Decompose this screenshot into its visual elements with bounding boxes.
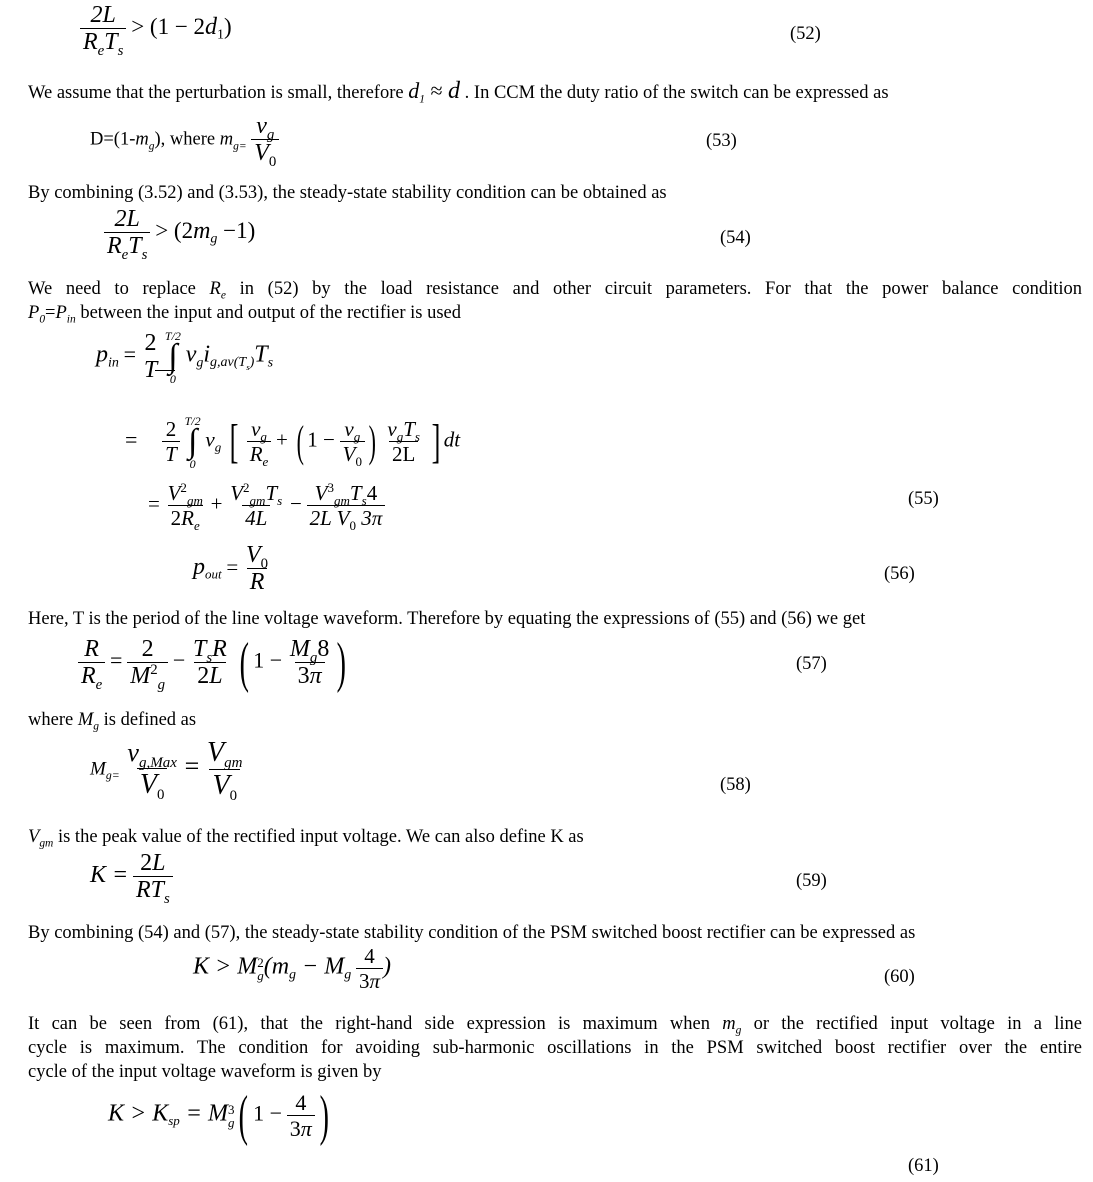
fraction-bar — [155, 370, 175, 371]
paragraph: cycle of the input voltage waveform is given by — [28, 1062, 382, 1082]
equation-number: (58) — [720, 775, 751, 795]
equation-number: (59) — [796, 871, 827, 891]
fraction: $\frac{v_g}{V_0}$ — [251, 113, 279, 168]
paragraph: By combining (54) and (57), the steady-state stability condition of the PSM switched boost rectifier can be expressed as — [28, 923, 916, 943]
fraction: $\frac{4}{3\pi}$ — [356, 945, 383, 993]
equation-number: (52) — [790, 24, 821, 44]
integral-sign: T/2 ∫ 0 — [164, 329, 181, 386]
equation-53: $D=(1-m_g)$, where $m_{g=}$ $\frac{v_g}{V_0}$ — [90, 113, 279, 168]
fraction: $\frac{2L}{R_eT_s}$ — [80, 2, 126, 57]
equation-56: $p_{out}$ = $\frac{V_0}{R}$ — [193, 542, 271, 597]
fraction: $\frac{v_{g,Max}}{V_0}$ — [127, 738, 177, 803]
fraction: $\frac{R}{R_e}$ — [78, 636, 105, 691]
fraction: $\frac{V^2_{gm}}{2R_e}$ — [167, 480, 203, 534]
paren: ) — [368, 417, 376, 467]
fraction: 2 T — [143, 330, 158, 383]
equation-55-line-2: = $\frac{2}{T}$ T/2 ∫ 0 $v_g$ [ $\frac{v_g}{R_e}$ + ( 1 − $\frac{v_g}{V_0}$ ) $\frac{v_gT_s}{2L}$ ] dt — [125, 414, 461, 471]
bracket: ] — [431, 415, 441, 469]
fraction: $\frac{V^2_{gm}T_s}{4L}$ — [230, 480, 283, 531]
paragraph: $V_{gm}$ is the peak value of the rectified input voltage. We can also define K as — [28, 827, 584, 850]
paragraph: It can be seen from (61), that the right-hand side expression is maximum when $m_g$ or the rectified input voltage in a line — [28, 1014, 1082, 1037]
equation-54: $\frac{2L}{R_eT_s}$ > $(2m_g -1)$ — [104, 206, 255, 261]
paren: ( — [296, 417, 304, 467]
paragraph: By combining (3.52) and (3.53), the steady-state stability condition can be obtained as — [28, 183, 667, 203]
paragraph: cycle is maximum. The condition for avoiding sub-harmonic oscillations in the PSM switched boost rectifier over the entire — [28, 1038, 1082, 1058]
equation-58: $M_{g=}$ $\frac{v_{g,Max}}{V_0}$ = $\frac{V_{gm}}{V_0}$ — [90, 738, 245, 802]
bracket: [ — [229, 415, 239, 469]
equation-number: (55) — [908, 489, 939, 509]
fraction: $\frac{v_g}{V_0}$ — [340, 418, 365, 466]
paragraph: Here, T is the period of the line voltage waveform. Therefore by equating the expressions of (55) and (56) we get — [28, 609, 866, 629]
equation-57: $\frac{R}{R_e}$ = $\frac{2}{M^2_g}$ − $\frac{T_sR}{2L}$ ( 1 − $\frac{M_g8}{3\pi}$ ) — [78, 635, 351, 691]
equation-60: K > M 2 g ($m_g - M_g$ $\frac{4}{3\pi}$ ) — [193, 944, 391, 994]
equation-52: $\frac{2L}{R_eT_s}$ > $(1 - 2d_1)$ — [80, 2, 232, 57]
paren: ) — [319, 1085, 329, 1147]
equation-59: K = $\frac{2L}{RT_s}$ — [90, 850, 173, 905]
equation-55-line-1: $p_{in}$ = 2 T T/2 ∫ 0 $v_gi_{g,av(T_s)}T_s$ — [96, 329, 274, 386]
equation-number: (54) — [720, 228, 751, 248]
paragraph: We assume that the perturbation is small, therefore $d_1 \approx d$ . In CCM the duty ratio of the switch can be expressed as — [28, 78, 889, 106]
fraction: $\frac{2L}{RT_s}$ — [133, 850, 173, 905]
fraction: $\frac{V_0}{R}$ — [245, 542, 269, 596]
equation-number: (57) — [796, 654, 827, 674]
paren: ) — [337, 632, 347, 694]
paren: ( — [239, 632, 249, 694]
integral-sign: T/2 ∫ 0 — [184, 414, 201, 471]
fraction: $\frac{T_sR}{2L}$ — [193, 635, 227, 689]
equation-61: $K > K_{sp} = M$ 3 g ( 1 − $\frac{4}{3\pi}$ ) — [108, 1085, 329, 1147]
equation-number: (61) — [908, 1156, 939, 1176]
paren: ( — [239, 1085, 249, 1147]
paragraph: $P_0=P_{in}$ between the input and output of the rectifier is used — [28, 303, 462, 326]
paragraph: We need to replace $R_e$ in (52) by the load resistance and other circuit parameters. For that the power balance condition — [28, 279, 1082, 302]
fraction: $\frac{v_g}{R_e}$ — [247, 418, 272, 466]
fraction: $\frac{2}{T}$ — [162, 418, 180, 466]
fraction: $\frac{2}{M^2_g}$ — [127, 636, 168, 691]
equation-number: (56) — [884, 564, 915, 584]
fraction: $\frac{V^3_{gm}T_s4}{2L V_0 3\pi}$ — [307, 482, 386, 530]
fraction: $\frac{4}{3\pi}$ — [287, 1091, 315, 1141]
fraction: $\frac{V_{gm}}{V_0}$ — [207, 737, 243, 804]
fraction: $\frac{v_gT_s}{2L}$ — [387, 417, 420, 467]
equation-number: (60) — [884, 967, 915, 987]
fraction: $\frac{M_g8}{3\pi}$ — [289, 635, 330, 689]
equation-number: (53) — [706, 131, 737, 151]
fraction: $\frac{2L}{R_eT_s}$ — [104, 206, 150, 261]
paragraph: where $M_g$ is defined as — [28, 710, 197, 733]
equation-55-line-3: = $\frac{V^2_{gm}}{2R_e}$ + $\frac{V^2_{gm}T_s}{4L}$ − $\frac{V^3_{gm}T_s4}{2L V_0 3\pi}$ — [148, 482, 385, 530]
